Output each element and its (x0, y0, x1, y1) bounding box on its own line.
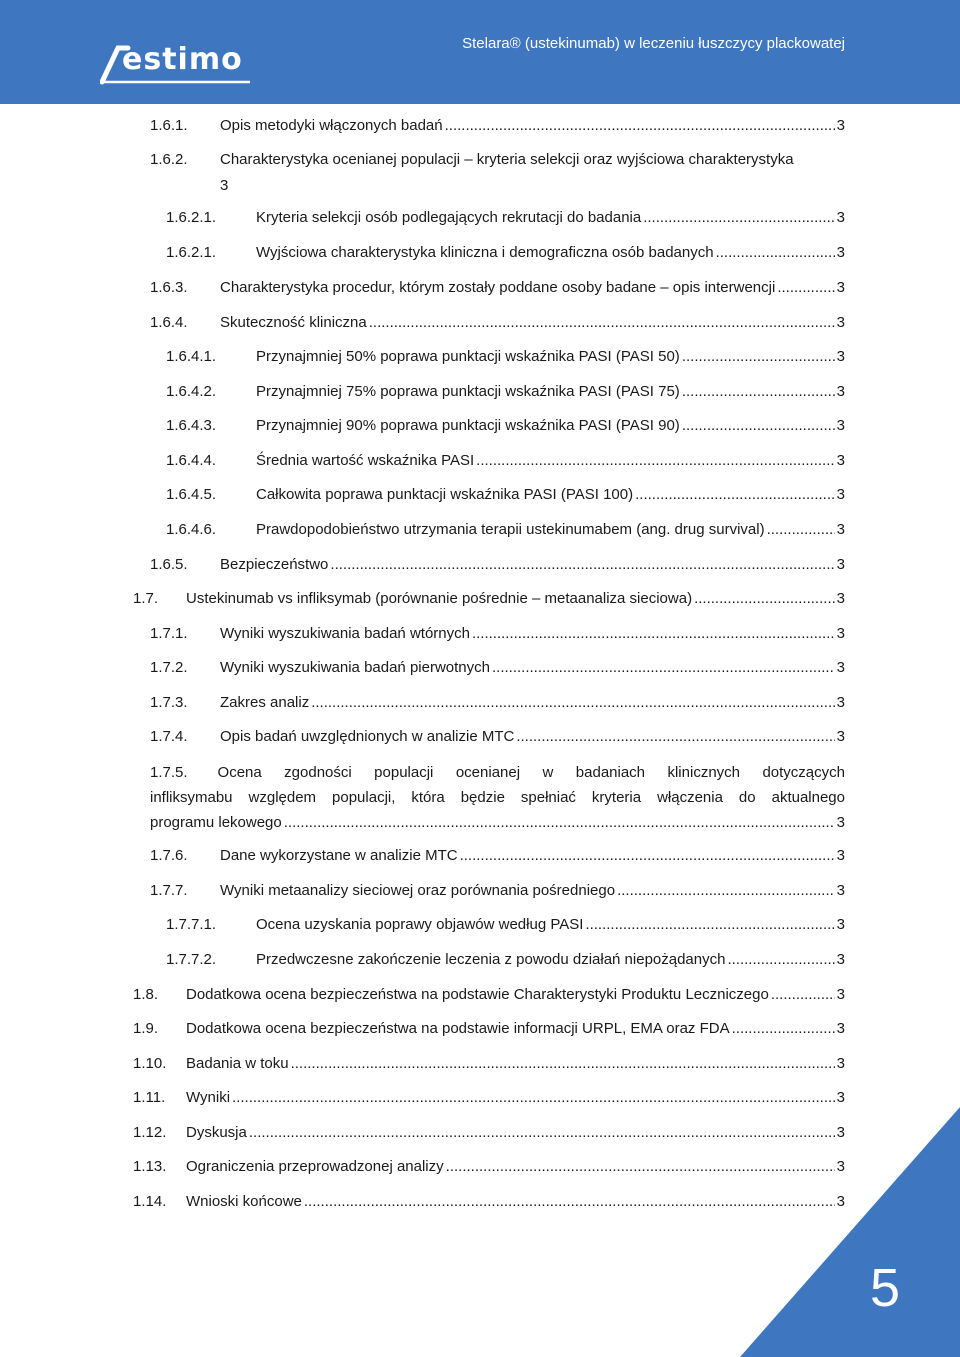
toc-page: 3 (836, 694, 845, 711)
toc-leader (643, 206, 834, 230)
toc-entry[interactable] (0, 414, 960, 438)
toc-entry[interactable] (0, 345, 960, 369)
toc-title: Charakterystyka procedur, którym zostały poddane osoby badane – opis interwencji (220, 279, 776, 296)
toc-page: 3 (836, 1020, 845, 1037)
document-title: Stelara® (ustekinumab) w leczeniu łuszczycy plackowatej (462, 35, 845, 52)
toc-leader (767, 518, 835, 542)
toc-title: Przynajmniej 90% poprawa punktacji wskaźnika PASI (PASI 90) (256, 417, 680, 434)
toc-page: 3 (836, 117, 845, 134)
toc-page: 3 (836, 244, 845, 261)
toc-leader (369, 311, 835, 335)
toc-entry[interactable] (0, 622, 960, 646)
toc-entry[interactable] (0, 553, 960, 577)
toc-number: 1.6.4.3. (166, 417, 217, 434)
toc-page: 3 (836, 882, 845, 899)
toc-title: Przynajmniej 50% poprawa punktacji wskaźnika PASI (PASI 50) (256, 348, 680, 365)
toc-number: 1.6.2.1. (166, 244, 217, 261)
toc-entry[interactable] (0, 148, 960, 172)
toc-entry[interactable] (0, 311, 960, 335)
toc-title: Wnioski końcowe (186, 1193, 302, 1210)
toc-title: Ograniczenia przeprowadzonej analizy (186, 1158, 444, 1175)
page-corner-triangle-icon (740, 1107, 960, 1357)
toc-number: 1.6.5. (150, 556, 188, 573)
toc-page: 3 (836, 659, 845, 676)
toc-leader (445, 114, 835, 138)
toc-page: 3 (836, 986, 845, 1003)
toc-number: 1.11. (133, 1089, 166, 1106)
toc-number: 1.7.2. (150, 659, 188, 676)
toc-title: Wyniki wyszukiwania badań wtórnych (220, 625, 470, 642)
toc-title: Ustekinumab vs infliksymab (porównanie pośrednie – metaanaliza sieciowa) (186, 590, 693, 607)
toc-title: Badania w toku (186, 1055, 289, 1072)
toc-leader (617, 879, 835, 903)
toc-leader (777, 276, 834, 300)
toc-number: 1.6.4.2. (166, 383, 217, 400)
toc-page: 3 (836, 590, 845, 607)
toc-title: Prawdopodobieństwo utrzymania terapii ustekinumabem (ang. drug survival) (256, 521, 765, 538)
toc-page: 3 (836, 209, 845, 226)
toc-title: Średnia wartość wskaźnika PASI (256, 452, 475, 469)
toc-number: 1.14. (133, 1193, 167, 1210)
toc-title-line1: Ocena zgodności populacji ocenianej w badaniach klinicznych dotyczących (217, 764, 845, 781)
toc-page: 3 (836, 417, 845, 434)
toc-title-line2: infliksymabu względem populacji, która będzie spełniać kryteria włączenia do aktualnego (150, 789, 845, 806)
toc-entry[interactable] (0, 656, 960, 680)
toc-number: 1.7.7.1. (166, 916, 217, 933)
toc-page: 3 (836, 279, 845, 296)
toc-entry[interactable] (0, 587, 960, 611)
toc-leader (727, 948, 834, 972)
toc-title: Wyniki (186, 1089, 231, 1106)
toc-entry[interactable] (0, 691, 960, 715)
toc-entry[interactable] (0, 483, 960, 507)
toc-page: 3 (836, 847, 845, 864)
toc-entry[interactable] (0, 879, 960, 903)
toc-number: 1.7.7.2. (166, 951, 217, 968)
toc-leader (682, 380, 835, 404)
toc-title: Przedwczesne zakończenie leczenia z powodu działań niepożądanych (256, 951, 726, 968)
toc-page: 3 (836, 314, 845, 331)
toc-title: Bezpieczeństwo (220, 556, 329, 573)
toc-title-line3: programu lekowego (150, 814, 282, 831)
toc-page: 3 (836, 452, 845, 469)
toc-number: 1.6.3. (150, 279, 188, 296)
toc-leader (682, 345, 835, 369)
toc-leader (330, 553, 834, 577)
toc-page: 3 (836, 521, 845, 538)
toc-entry[interactable] (0, 114, 960, 138)
toc-page: 3 (836, 1124, 845, 1141)
toc-page: 3 (836, 814, 845, 831)
toc-entry[interactable] (0, 276, 960, 300)
toc-title: Wyniki wyszukiwania badań pierwotnych (220, 659, 490, 676)
toc-entry[interactable] (0, 380, 960, 404)
toc-number: 1.12. (133, 1124, 167, 1141)
toc-entry[interactable] (0, 844, 960, 868)
toc-leader (694, 587, 835, 611)
toc-number: 1.7.4. (150, 728, 188, 745)
toc-title: Wyjściowa charakterystyka kliniczna i demograficzna osób badanych (256, 244, 714, 261)
toc-title: Ocena uzyskania poprawy objawów według PASI (256, 916, 584, 933)
toc-title: Przynajmniej 75% poprawa punktacji wskaźnika PASI (PASI 75) (256, 383, 680, 400)
toc-number: 1.6.4. (150, 314, 188, 331)
toc-page: 3 (836, 383, 845, 400)
toc-page: 3 (220, 177, 229, 194)
toc-leader (682, 414, 835, 438)
toc-leader (585, 913, 834, 937)
toc-title: Kryteria selekcji osób podlegających rekrutacji do badania (256, 209, 642, 226)
toc-page: 3 (836, 625, 845, 642)
logo-text: estimo (122, 42, 243, 77)
toc-number: 1.6.4.5. (166, 486, 217, 503)
toc-title: Dodatkowa ocena bezpieczeństwa na podstawie informacji URPL, EMA oraz FDA (186, 1020, 730, 1037)
toc-number: 1.6.2.1. (166, 209, 217, 226)
toc-leader (311, 691, 834, 715)
toc-entry[interactable] (0, 725, 960, 749)
toc-entry[interactable] (0, 241, 960, 265)
toc-page: 3 (836, 1089, 845, 1106)
toc-page: 3 (836, 728, 845, 745)
toc-leader (291, 1052, 835, 1076)
toc-leader (716, 241, 835, 265)
toc-entry[interactable] (0, 1017, 960, 1041)
toc-number: 1.6.4.4. (166, 452, 217, 469)
toc-leader (460, 844, 835, 868)
toc-number: 1.13. (133, 1158, 167, 1175)
toc-page: 3 (836, 1158, 845, 1175)
toc-title: Dyskusja (186, 1124, 247, 1141)
toc-title: Wyniki metaanalizy sieciowej oraz porównania pośredniego (220, 882, 616, 899)
toc-number: 1.7.7. (150, 882, 188, 899)
toc-title: Skuteczność kliniczna (220, 314, 367, 331)
toc-number: 1.6.4.1. (166, 348, 217, 365)
toc-title: Całkowita poprawa punktacji wskaźnika PASI (PASI 100) (256, 486, 634, 503)
toc-number: 1.6.2. (150, 151, 188, 168)
toc-title: Opis badań uwzględnionych w analizie MTC (220, 728, 515, 745)
toc-leader (635, 483, 835, 507)
toc-leader (771, 983, 835, 1007)
toc-entry[interactable] (0, 518, 960, 542)
toc-page: 3 (836, 1193, 845, 1210)
toc-page: 3 (836, 486, 845, 503)
toc-number: 1.7.6. (150, 847, 188, 864)
toc-page: 3 (836, 951, 845, 968)
toc-leader (472, 622, 835, 646)
toc-number: 1.10. (133, 1055, 167, 1072)
page-header (0, 0, 960, 104)
toc-entry[interactable] (0, 1052, 960, 1076)
toc-number: 1.7.3. (150, 694, 188, 711)
toc-entry-multiline[interactable] (150, 760, 845, 835)
toc-number: 1.7. (133, 590, 159, 607)
toc-number: 1.7.1. (150, 625, 188, 642)
toc-leader (492, 656, 835, 680)
toc-page: 3 (836, 556, 845, 573)
toc-leader (732, 1017, 835, 1041)
toc-leader (476, 449, 835, 473)
toc-entry[interactable] (0, 206, 960, 230)
toc-leader (516, 725, 834, 749)
toc-entry[interactable] (0, 913, 960, 937)
toc-leader (284, 810, 835, 835)
toc-page: 3 (836, 348, 845, 365)
toc-entry[interactable] (0, 948, 960, 972)
toc-entry[interactable] (0, 983, 960, 1007)
toc-title: Charakterystyka ocenianej populacji – kryteria selekcji oraz wyjściowa charakterystyka (220, 151, 794, 168)
toc-title: Zakres analiz (220, 694, 310, 711)
toc-page: 3 (836, 916, 845, 933)
toc-number: 1.7.5. (150, 764, 188, 781)
toc-page: 3 (836, 1055, 845, 1072)
toc-entry[interactable] (0, 449, 960, 473)
toc-number: 1.8. (133, 986, 159, 1003)
toc-number: 1.6.4.6. (166, 521, 217, 538)
toc-number: 1.6.1. (150, 117, 188, 134)
toc-title: Opis metodyki włączonych badań (220, 117, 443, 134)
toc-title: Dane wykorzystane w analizie MTC (220, 847, 458, 864)
page-number: 5 (869, 1258, 900, 1318)
toc-title: Dodatkowa ocena bezpieczeństwa na podstawie Charakterystyki Produktu Leczniczego (186, 986, 769, 1003)
toc-number: 1.9. (133, 1020, 159, 1037)
